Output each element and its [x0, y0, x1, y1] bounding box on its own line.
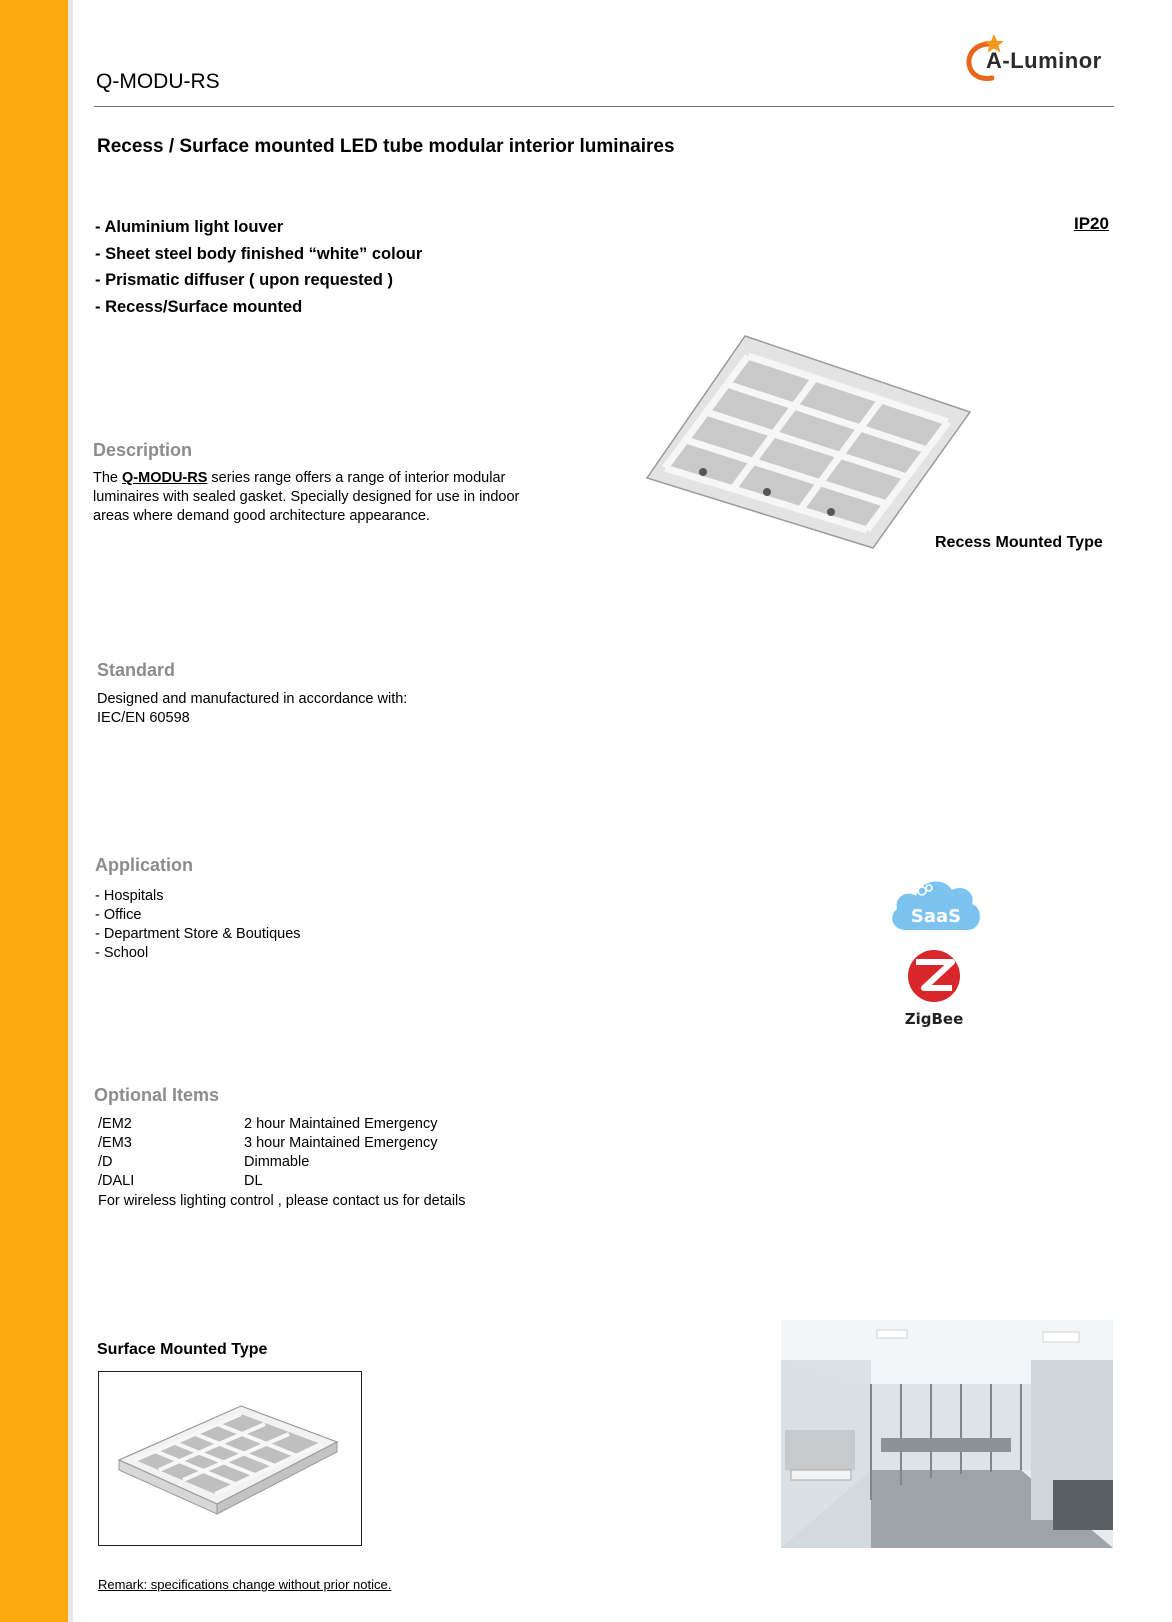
optional-items-heading: Optional Items	[94, 1085, 220, 1105]
application-item: - Hospitals	[95, 888, 164, 904]
optional-items-note: For wireless lighting control , please contact us for details	[98, 1193, 466, 1209]
option-desc: 2 hour Maintained Emergency	[244, 1116, 438, 1132]
option-code: /D	[98, 1154, 113, 1170]
zigbee-label: ZigBee	[904, 1010, 964, 1028]
table-row	[98, 1115, 437, 1134]
table-row	[98, 1172, 437, 1191]
header-divider	[94, 106, 1114, 107]
standard-text	[97, 690, 407, 728]
feature-item: - Sheet steel body finished “white” colour	[95, 244, 423, 263]
remark-note: Remark: specifications change without prior notice.	[98, 1577, 392, 1592]
standard-line: Designed and manufactured in accordance with:	[97, 691, 408, 707]
standard-heading: Standard	[97, 660, 176, 680]
side-accent-bar	[0, 0, 68, 1622]
application-heading: Application	[95, 855, 193, 875]
feature-item: - Recess/Surface mounted	[95, 297, 303, 316]
table-row	[98, 1153, 437, 1172]
option-code: /EM3	[98, 1135, 132, 1151]
application-list	[95, 887, 301, 963]
recess-luminaire-image	[645, 332, 975, 552]
table-row	[98, 1134, 437, 1153]
description-heading: Description	[93, 440, 193, 460]
description-text	[93, 469, 553, 526]
ip-rating: IP20	[1074, 214, 1109, 233]
option-desc: DL	[244, 1173, 263, 1189]
description-body: series range offers a range of interior modular luminaires with sealed gasket. Specially designed for use in indoor areas where demand good architecture appearance.	[93, 470, 520, 524]
feature-list	[95, 214, 422, 320]
application-item: - Office	[95, 907, 142, 923]
option-code: /DALI	[98, 1173, 135, 1189]
option-code: /EM2	[98, 1116, 132, 1132]
feature-item: - Prismatic diffuser ( upon requested )	[95, 271, 393, 289]
standard-line: IEC/EN 60598	[97, 710, 190, 726]
application-item: - School	[95, 945, 149, 961]
application-item: - Department Store & Boutiques	[95, 926, 301, 942]
saas-cloud-icon	[888, 874, 984, 932]
option-desc: Dimmable	[244, 1154, 310, 1170]
page-subtitle: Recess / Surface mounted LED tube modular interior luminaires	[97, 136, 675, 157]
optional-items-table	[98, 1115, 437, 1191]
option-desc: 3 hour Maintained Emergency	[244, 1135, 438, 1151]
saas-label: SaaS	[910, 906, 962, 927]
surface-caption: Surface Mounted Type	[97, 1341, 268, 1358]
recess-caption: Recess Mounted Type	[935, 534, 1103, 551]
side-accent-edge	[68, 0, 73, 1622]
feature-item: - Aluminium light louver	[95, 218, 284, 236]
zigbee-logo-icon	[900, 948, 968, 1028]
office-interior-photo	[781, 1320, 1113, 1548]
description-product: Q-MODU-RS	[122, 470, 208, 486]
description-prefix: The	[93, 470, 123, 486]
product-code: Q-MODU-RS	[96, 70, 220, 93]
surface-luminaire-image	[98, 1371, 362, 1546]
logo-text: A-Luminor	[986, 48, 1102, 73]
